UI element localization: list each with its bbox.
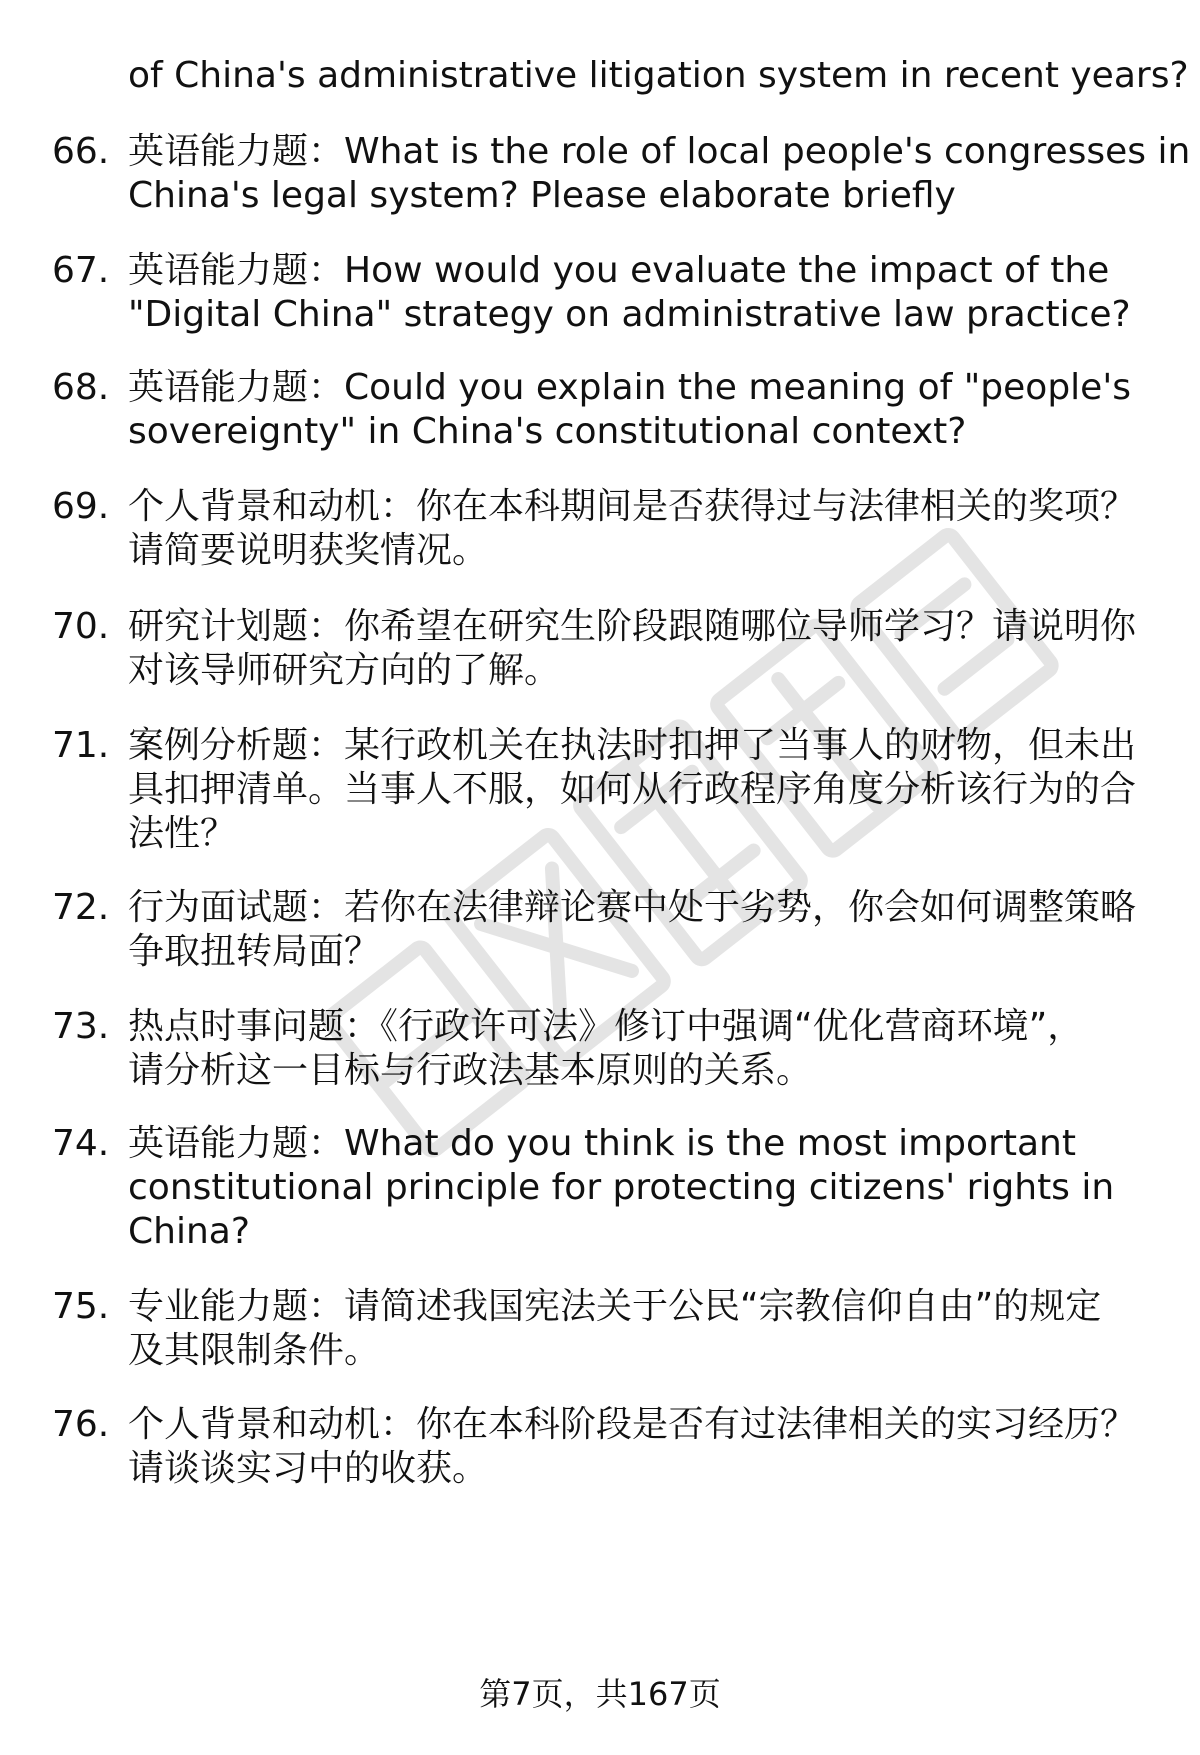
question-number: 67. — [52, 250, 110, 291]
question-text: 法性？ — [128, 813, 237, 854]
question-text: constitutional principle for protecting citizens' rights in — [128, 1167, 1115, 1208]
question-text: 个人背景和动机：你在本科期间是否获得过与法律相关的奖项？ — [128, 486, 1137, 527]
question-text: 对该导师研究方向的了解。 — [128, 650, 561, 691]
question-text: 争取扭转局面？ — [128, 931, 381, 972]
question-text: sovereignty" in China's constitutional context? — [128, 411, 967, 452]
question-text: 英语能力题：Could you explain the meaning of "people's — [128, 367, 1131, 408]
question-number: 72. — [52, 887, 110, 928]
question-text: 英语能力题：What is the role of local people's congresses in — [128, 131, 1191, 172]
question-text: 专业能力题：请简述我国宪法关于公民“宗教信仰自由”的规定 — [128, 1286, 1102, 1327]
question-text: 请分析这一目标与行政法基本原则的关系。 — [128, 1050, 813, 1091]
question-number: 68. — [52, 367, 110, 408]
question-number: 71. — [52, 725, 110, 766]
question-text: 英语能力题：How would you evaluate the impact of the — [128, 250, 1110, 291]
question-number: 73. — [52, 1006, 110, 1047]
question-text: 案例分析题：某行政机关在执法时扣押了当事人的财物，但未出 — [128, 725, 1137, 766]
question-text: 请谈谈实习中的收获。 — [128, 1448, 489, 1489]
question-number: 66. — [52, 131, 110, 172]
question-text: China? — [128, 1211, 250, 1252]
question-text: 请简要说明获奖情况。 — [128, 530, 489, 571]
page-footer: 第7页，共167页 — [479, 1675, 721, 1713]
question-text: 及其限制条件。 — [128, 1330, 381, 1371]
question-text: 行为面试题：若你在法律辩论赛中处于劣势，你会如何调整策略 — [128, 887, 1137, 928]
question-number: 69. — [52, 486, 110, 527]
question-text: 具扣押清单。当事人不服，如何从行政程序角度分析该行为的合 — [128, 769, 1137, 810]
question-text: 热点时事问题：《行政许可法》修订中强调“优化营商环境”， — [128, 1006, 1084, 1047]
question-number: 74. — [52, 1123, 110, 1164]
question-number: 70. — [52, 606, 110, 647]
question-text: "Digital China" strategy on administrative law practice? — [128, 294, 1131, 335]
question-text: 研究计划题：你希望在研究生阶段跟随哪位导师学习？请说明你 — [128, 606, 1137, 647]
question-text: 个人背景和动机：你在本科阶段是否有过法律相关的实习经历？ — [128, 1404, 1137, 1445]
question-number: 75. — [52, 1286, 110, 1327]
question-text: 英语能力题：What do you think is the most important — [128, 1123, 1076, 1164]
question-text: China's legal system? Please elaborate briefly — [128, 175, 956, 216]
continuation-line: of China's administrative litigation system in recent years? — [128, 55, 1189, 96]
question-number: 76. — [52, 1404, 110, 1445]
